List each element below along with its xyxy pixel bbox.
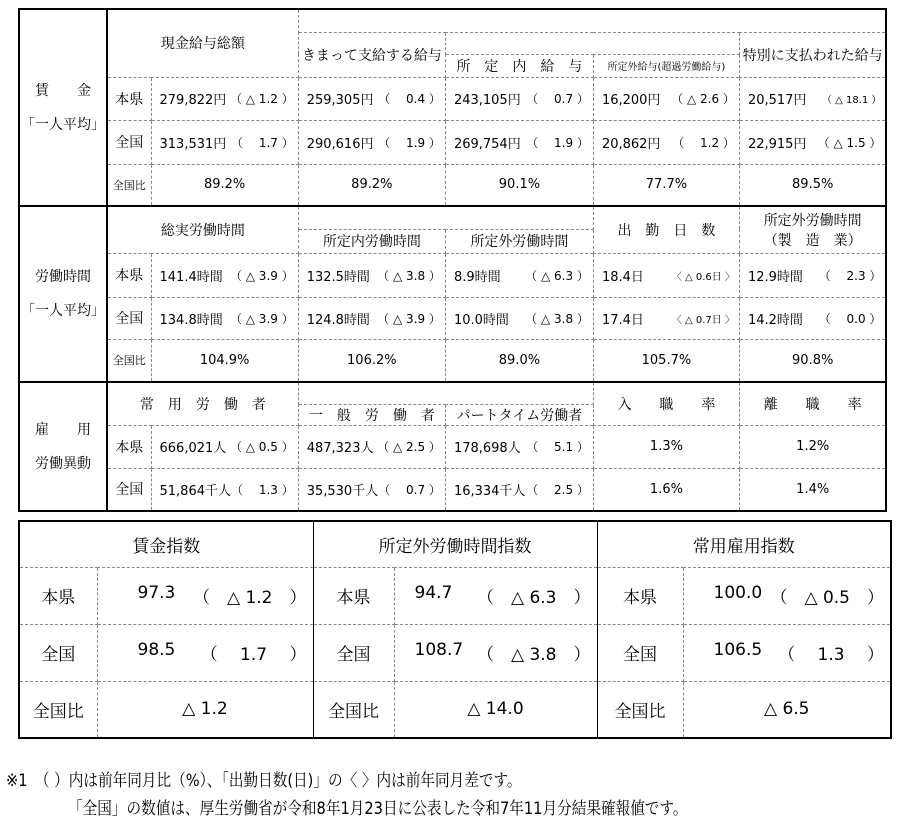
header-wage-index: 賃金指数	[19, 521, 313, 567]
hours-section-label: 労働時間 「一人平均」	[19, 206, 107, 382]
header-total-cash-earnings: 現金給与総額	[107, 9, 298, 77]
national-ratio-row: 全国比 89.2% 89.2% 90.1% 77.7% 89.5%	[19, 164, 886, 206]
national-ratio-row: 全国比 104.9% 106.2% 89.0% 105.7% 90.8%	[19, 339, 886, 382]
header-total-hours: 総実労働時間	[107, 206, 298, 253]
table-row: 本県 141.4時間 （ △ 3.9 ） 132.5時間 （ △ 3.8 ） 8.9時間 （ △ 6.3 ） 18.4日 〈 △ 0.6日 〉 12.9時間 （ 2.3 ）	[19, 253, 886, 297]
indices-table	[18, 520, 892, 739]
header-mfg-overtime: 所定外労働時間 （製 造 業）	[739, 206, 886, 253]
header-regular-workers: 常 用 労 働 者	[107, 382, 298, 425]
table-row: 本県 666,021人 （ △ 0.5 ） 487,323人 （ △ 2.5 ） 178,698人 （ 5.1 ） 1.3% 1.2%	[19, 425, 886, 468]
header-scheduled-hours: 所定内労働時間	[298, 229, 445, 253]
header-regular-earnings: きまって支給する給与	[298, 32, 445, 77]
header-part-time-workers: パートタイム労働者	[445, 404, 593, 425]
header-general-workers: 一 般 労 働 者	[298, 404, 445, 425]
header-special-earnings: 特別に支払われた給与	[739, 32, 886, 77]
table-row: 全国 313,531円 （ 1.7 ） 290,616円 （ 1.9 ） 269,754円 （ 1.9 ） 20,862円 （ 1.2 ） 22,915円 （ △ 1.5 ）	[19, 120, 886, 164]
header-attendance-days: 出 勤 日 数	[593, 206, 739, 253]
header-separation-rate: 離 職 率	[739, 382, 886, 425]
header-overtime-earnings: 所定外給与(超過労働給与)	[593, 54, 739, 77]
header-scheduled-earnings: 所 定 内 給 与	[445, 54, 593, 77]
footnote-2: 「全国」の数値は、厚生労働省が令和8年1月23日に公表した令和7年11月分結果確報値です。	[68, 799, 688, 819]
table-row: 全国 51,864千人 （ 1.3 ） 35,530千人 （ 0.7 ） 16,334千人 （ 2.5 ） 1.6% 1.4%	[19, 468, 886, 511]
table-row: 本県 97.3 （ △ 1.2 ） 本県 94.7 （ △ 6.3 ） 本県 100.0 （ △ 0.5 ）	[19, 567, 891, 624]
table-row: 全国 134.8時間 （ △ 3.9 ） 124.8時間 （ △ 3.9 ） 10.0時間 （ △ 3.8 ） 17.4日 〈 △ 0.7日 〉 14.2時間 （ 0.0 ）	[19, 297, 886, 339]
header-overtime-hours: 所定外労働時間	[445, 229, 593, 253]
footnote-1: ※1 （ ）内は前年同月比（%）、「出勤日数(日)」の〈 〉内は前年同月差です。	[6, 771, 522, 791]
table-row: 本県 279,822円 （ △ 1.2 ） 259,305円 （ 0.4 ） 243,105円 （ 0.7 ） 16,200円 （ △ 2.6 ） 20,517円 （ △ 18.1 ）	[19, 77, 886, 120]
monthly-labour-statistics-table	[18, 8, 887, 512]
header-hiring-rate: 入 職 率	[593, 382, 739, 425]
header-overtime-index: 所定外労働時間指数	[313, 521, 597, 567]
national-ratio-row: 全国比 △ 1.2 全国比 △ 14.0 全国比 △ 6.5	[19, 681, 891, 738]
wages-section-label: 賃 金 「一人平均」	[19, 9, 107, 206]
table-row: 全国 98.5 （ 1.7 ） 全国 108.7 （ △ 3.8 ） 全国 106.5 （ 1.3 ）	[19, 624, 891, 681]
header-employment-index: 常用雇用指数	[597, 521, 891, 567]
employment-section-label: 雇 用 労働異動	[19, 382, 107, 511]
